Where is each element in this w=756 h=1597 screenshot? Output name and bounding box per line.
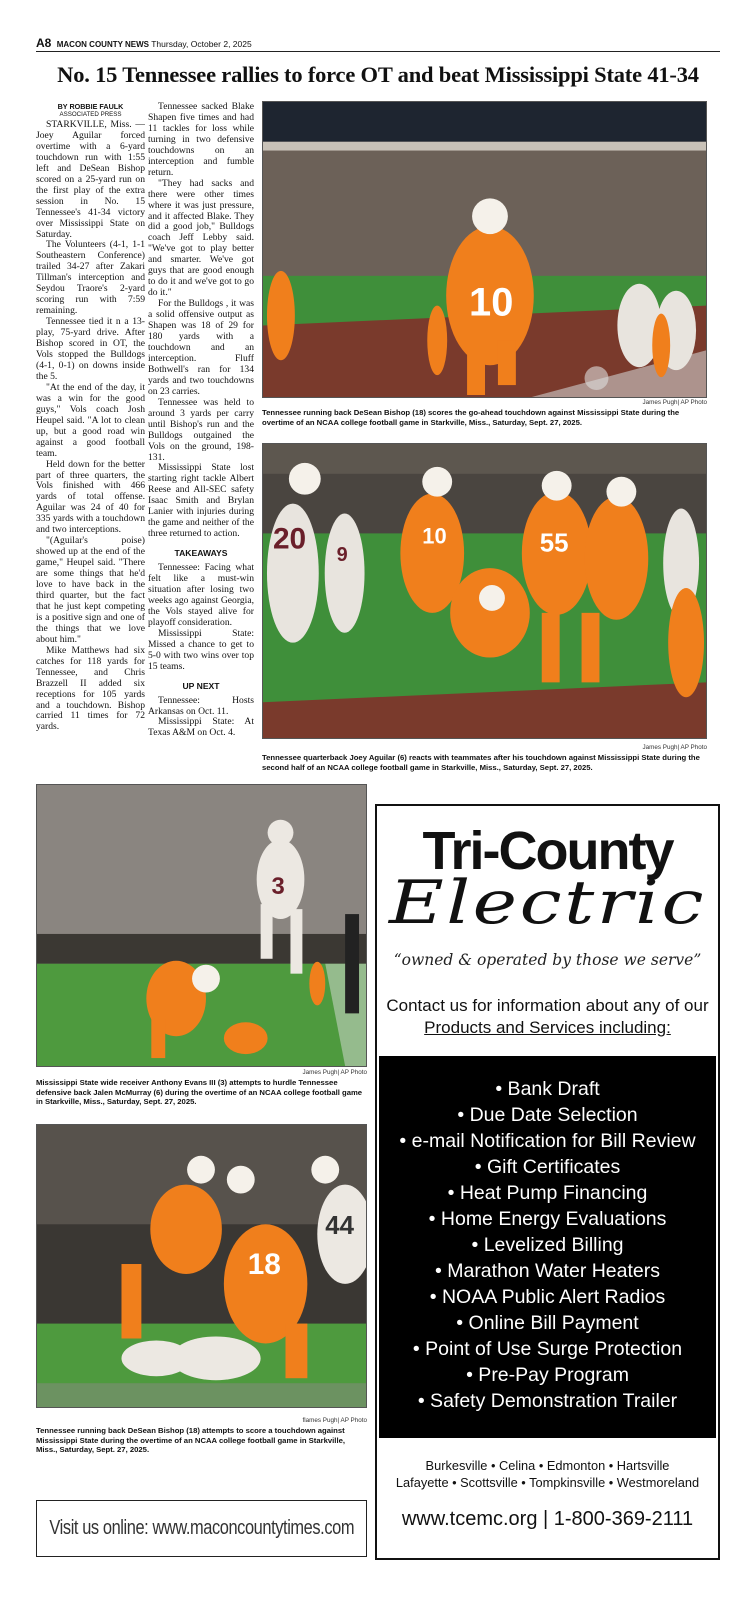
service-item: • Marathon Water Heaters [434, 1260, 661, 1282]
article-paragraph: Held down for the better part of three quarters, the Vols finished with 466 yards of total offense. Aguilar was 24 of 40 for 335 yards with a touchdown and two interceptions. [36, 458, 145, 536]
service-item: • Online Bill Payment [456, 1312, 639, 1334]
article-paragraph: STARKVILLE, Miss. — Joey Aguilar forced overtime with a 6-yard touchdown run with 1:55 left and DeSean Bishop scored on a 25-yard run on the first play of the extra session in No. 15 Tennessee's 41-34 victory over Mississippi State on Saturday. [36, 119, 145, 240]
tri-county-electric-ad [375, 804, 720, 1560]
issue-date: Thursday, October 2, 2025 [151, 39, 252, 49]
service-item: • Bank Draft [495, 1078, 600, 1100]
photo-bishop-touchdown [262, 101, 707, 398]
ad-brand-script: Electric [388, 868, 707, 938]
ad-brand-name: Tri-County [422, 821, 673, 881]
jersey-number: 44 [325, 1212, 354, 1241]
service-item: • NOAA Public Alert Radios [429, 1286, 666, 1308]
jersey-number: 18 [247, 1247, 281, 1281]
photo-credit: flames Pugh| AP Photo [302, 1417, 367, 1424]
jersey-number: 3 [271, 873, 285, 901]
service-item: • Levelized Billing [471, 1234, 624, 1256]
photo-caption: Tennessee running back DeSean Bishop (18) attempts to score a touchdown against Mississippi State during the overtime of an NCAA college football game in Starkville, Miss., Saturday, Sept. 27, 2025. [36, 1426, 345, 1455]
article-column-2 [148, 102, 254, 792]
service-item: • Home Energy Evaluations [428, 1208, 667, 1230]
up-next-heading: UP NEXT [182, 680, 220, 691]
article-paragraph: "At the end of the day, it was a win for the good guys," Vols coach Josh Heupel said. "A lot to clean up, but a good road win against a good football team. [36, 381, 145, 459]
article-paragraph: Tennessee was held to around 3 yards per carry until Bishop's run and the Bulldogs outgained the Vols on the ground, 198-131. [148, 396, 254, 463]
service-item: • Due Date Selection [457, 1104, 638, 1126]
paper-name: MACON COUNTY NEWS [56, 40, 150, 49]
article-paragraph: Tennessee sacked Blake Shapen five times and had 11 tackles for loss while turning in two defensive touchdowns on an interception and fumble return. [148, 102, 254, 178]
article-paragraph: "(Aguilar's poise) showed up at the end of the game," Heupel said. "There are some things that he'd love to have back in the third quarter, but the fact that he just kept competing is a positive sign and one of the things that we love about him." [36, 535, 145, 645]
article-paragraph: For the Bulldogs , it was a solid offensive output as Shapen was 18 of 29 for 180 yards with a touchdown and an interception. Fluff Bothwell's ran for 134 yards and two touchdowns on 23 carries. [148, 298, 254, 397]
service-item: • Pre-Pay Program [466, 1364, 629, 1386]
ad-towns: Burkesville • Celina • Edmonton • Hartsville [425, 1458, 670, 1473]
up-next-item: Mississippi State: At Texas A&M on Oct. 4. [148, 716, 254, 739]
folio [36, 36, 720, 52]
ad-contact-footer[interactable]: www.tcemc.org | 1-800-369-2111 [401, 1508, 694, 1530]
page-number: A8 [36, 36, 52, 50]
ad-tagline: “owned & operated by those we serve” [393, 951, 702, 969]
website-promo[interactable] [36, 1500, 367, 1557]
takeaway-item: Mississippi State: Missed a chance to get to 5-0 with two wins over top 15 teams. [148, 627, 254, 672]
service-item: • Safety Demonstration Trailer [417, 1390, 678, 1412]
photo-credit: James Pugh| AP Photo [302, 1069, 367, 1076]
takeaways-heading: TAKEAWAYS [174, 548, 228, 559]
photo-caption: Tennessee running back DeSean Bishop (18) scores the go-ahead touchdown against Mississippi State during the overtime of an NCAA college football game in Starkville, Miss., Saturday, Sept. 27, 2025. [262, 408, 680, 427]
photo-credit: James Pugh| AP Photo [642, 744, 707, 751]
article-paragraph: Mike Matthews had six catches for 118 yards for Tennessee, and Chris Brazzell II added six receptions for 105 yards and a touchdown. Bishop carried 11 times for 72 yards. [36, 644, 145, 733]
photo-caption: Tennessee quarterback Joey Aguilar (6) reacts with teammates after his touchdown against Mississippi State during the second half of an NCAA college football game in Starkville, Miss., Saturday, Sept. 27, 2025. [262, 753, 700, 772]
jersey-number: 55 [539, 529, 569, 558]
service-item: • e-mail Notification for Bill Review [399, 1130, 696, 1152]
article-paragraph: The Volunteers (4-1, 1-1 Southeastern Conference) trailed 34-27 after Zakari Tillman's interception and Seydou Traore's 2-yard scoring run with 7:59 remaining. [36, 239, 145, 317]
up-next-item: Tennessee: Hosts Arkansas on Oct. 11. [148, 694, 254, 717]
takeaway-item: Tennessee: Facing what felt like a must-win situation after losing two weeks ago against Georgia, the Vols stayed alive for playoff consideration. [148, 562, 254, 628]
photo-caption: Mississippi State wide receiver Anthony Evans III (3) attempts to hurdle Tennessee defensive back Jalen McMurray (6) during the overtime of an NCAA college football game in Starkville, Miss., Saturday, Sept. 27, 2025. [36, 1078, 363, 1107]
jersey-number: 20 [272, 522, 307, 556]
jersey-number: 10 [469, 280, 514, 325]
article-paragraph: Tennessee tied it n a 13-play, 75-yard drive. After Bishop scored in OT, the Vols stopped the Bulldogs (4-1, 0-1) on downs inside the 5. [36, 316, 145, 382]
article-paragraph: "They had sacks and there were other times where it was just pressure, and it affected Blake. They did a good job," Bulldogs coach Jeff Lebby said. "We've got to play better and smarter. We've got guys that are good enough to do it and we've got to go do it." [148, 177, 254, 299]
ad-contact-line: Contact us for information about any of our [386, 996, 709, 1015]
service-item: • Point of Use Surge Protection [412, 1338, 683, 1360]
article-paragraph: Mississippi State lost starting right tackle Albert Reese and All-SEC safety Isaac Smith and Brylan Lanier with injuries during the game and neither of the three returned to action. [148, 462, 254, 540]
photo-credit: James Pugh| AP Photo [642, 399, 707, 406]
agency: ASSOCIATED PRESS [59, 111, 122, 118]
website-text: Visit us online: www.maconcountytimes.com [49, 1517, 354, 1539]
jersey-number: 10 [422, 523, 447, 549]
service-item: • Gift Certificates [474, 1156, 621, 1178]
photo-aguilar-celebration [262, 443, 707, 739]
article-column-1 [36, 102, 145, 792]
headline: No. 15 Tennessee rallies to force OT and beat Mississippi State 41-34 [57, 62, 699, 87]
ad-contact-line: Products and Services including: [424, 1018, 671, 1037]
ad-towns: Lafayette • Scottsville • Tompkinsville • Westmoreland [395, 1475, 700, 1490]
byline: BY ROBBIE FAULK [57, 102, 124, 111]
photo-evans-hurdle [36, 784, 367, 1067]
ad-services-list [379, 1056, 716, 1438]
service-item: • Heat Pump Financing [447, 1182, 648, 1204]
photo-bishop-run [36, 1124, 367, 1408]
jersey-number: 9 [336, 544, 348, 567]
